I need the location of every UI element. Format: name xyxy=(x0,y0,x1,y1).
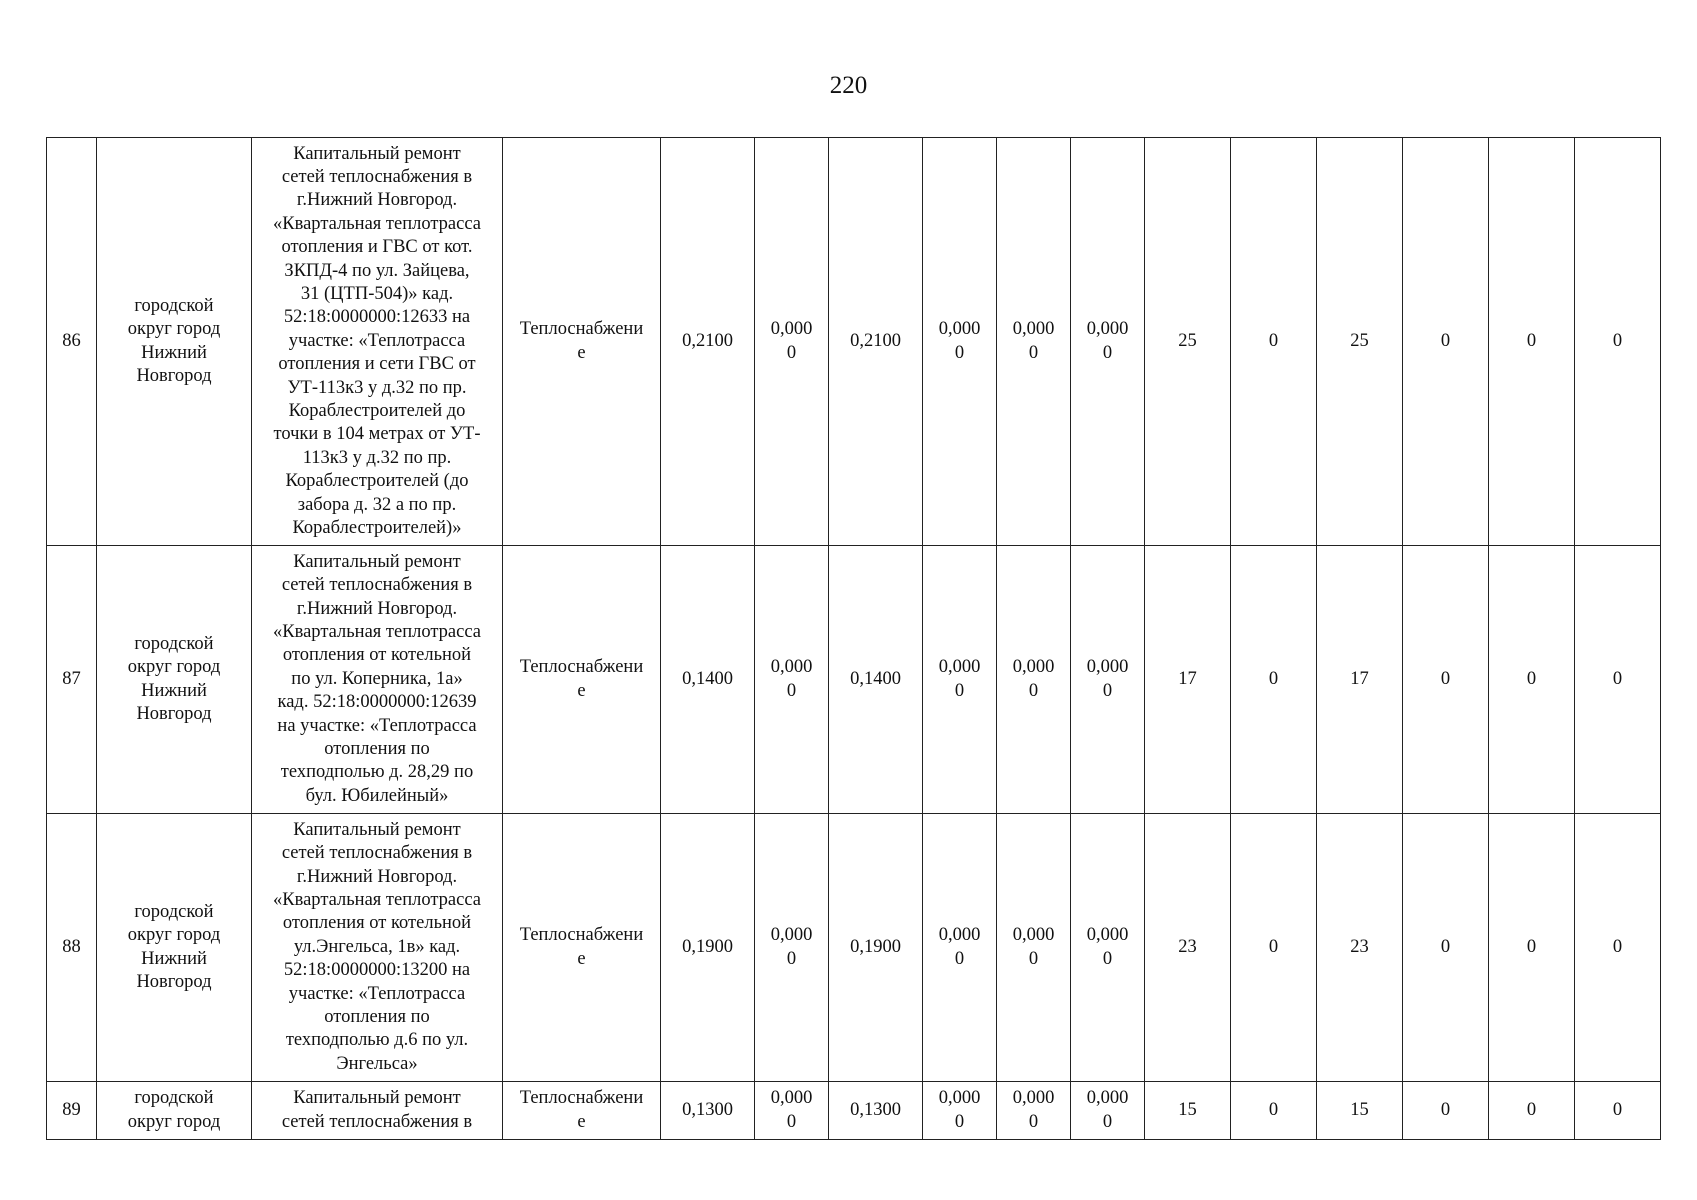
count-cell: 0 xyxy=(1489,546,1575,814)
count-cell: 0 xyxy=(1403,138,1489,546)
value-cell: 0,000 0 xyxy=(997,1082,1071,1140)
value-cell: 0,000 0 xyxy=(755,814,829,1082)
value-cell: 0,2100 xyxy=(661,138,755,546)
value-cell: 0,1300 xyxy=(661,1082,755,1140)
municipality-cell: городской округ город xyxy=(97,1082,252,1140)
count-cell: 0 xyxy=(1403,546,1489,814)
value-cell: 0,000 0 xyxy=(1071,546,1145,814)
count-cell: 0 xyxy=(1231,814,1317,1082)
count-cell: 0 xyxy=(1489,814,1575,1082)
description-cell: Капитальный ремонт сетей теплоснабжения в xyxy=(252,1082,503,1140)
row-number-cell: 86 xyxy=(47,138,97,546)
table-body xyxy=(47,138,1661,1140)
value-cell: 0,000 0 xyxy=(1071,138,1145,546)
value-cell: 0,000 0 xyxy=(923,138,997,546)
count-cell: 0 xyxy=(1231,546,1317,814)
investment-table xyxy=(46,137,1661,1140)
description-cell: Капитальный ремонт сетей теплоснабжения в г.Нижний Новгород. «Квартальная теплотрасса отопления и ГВС от кот. ЗКПД-4 по ул. Зайцева, 31 (ЦТП-504)» кад. 52:18:0000000:12633 на участке: «Теплотрасса отопления и сети ГВС от УТ-113к3 у д.32 по пр. Кораблестроителей до точки в 104 метрах от УТ- 113к3 у д.32 по пр. Кораблестроителей (до забора д. 32 а по пр. Кораблестроителей)» xyxy=(252,138,503,546)
description-cell: Капитальный ремонт сетей теплоснабжения в г.Нижний Новгород. «Квартальная теплотрасса отопления от котельной по ул. Коперника, 1а» кад. 52:18:0000000:12639 на участке: «Теплотрасса отопления по техподполью д. 28,29 по бул. Юбилейный» xyxy=(252,546,503,814)
count-cell: 15 xyxy=(1145,1082,1231,1140)
value-cell: 0,000 0 xyxy=(755,1082,829,1140)
value-cell: 0,000 0 xyxy=(755,138,829,546)
count-cell: 0 xyxy=(1231,1082,1317,1140)
value-cell: 0,000 0 xyxy=(997,814,1071,1082)
value-cell: 0,1900 xyxy=(661,814,755,1082)
supply-type-cell: Теплоснабжени е xyxy=(503,138,661,546)
row-number-cell: 88 xyxy=(47,814,97,1082)
table-row xyxy=(47,138,1661,546)
count-cell: 0 xyxy=(1575,546,1661,814)
table-row xyxy=(47,546,1661,814)
value-cell: 0,1300 xyxy=(829,1082,923,1140)
description-cell: Капитальный ремонт сетей теплоснабжения в г.Нижний Новгород. «Квартальная теплотрасса отопления от котельной ул.Энгельса, 1в» кад. 52:18:0000000:13200 на участке: «Теплотрасса отопления по техподполью д.6 по ул. Энгельса» xyxy=(252,814,503,1082)
count-cell: 0 xyxy=(1489,1082,1575,1140)
value-cell: 0,2100 xyxy=(829,138,923,546)
count-cell: 0 xyxy=(1403,814,1489,1082)
table-row xyxy=(47,814,1661,1082)
supply-type-cell: Теплоснабжени е xyxy=(503,1082,661,1140)
count-cell: 17 xyxy=(1145,546,1231,814)
count-cell: 17 xyxy=(1317,546,1403,814)
value-cell: 0,000 0 xyxy=(923,546,997,814)
municipality-cell: городской округ город Нижний Новгород xyxy=(97,546,252,814)
supply-type-cell: Теплоснабжени е xyxy=(503,814,661,1082)
value-cell: 0,000 0 xyxy=(923,1082,997,1140)
count-cell: 0 xyxy=(1403,1082,1489,1140)
value-cell: 0,1400 xyxy=(661,546,755,814)
count-cell: 15 xyxy=(1317,1082,1403,1140)
value-cell: 0,000 0 xyxy=(923,814,997,1082)
count-cell: 0 xyxy=(1575,138,1661,546)
count-cell: 25 xyxy=(1145,138,1231,546)
value-cell: 0,000 0 xyxy=(997,138,1071,546)
value-cell: 0,000 0 xyxy=(1071,814,1145,1082)
count-cell: 23 xyxy=(1145,814,1231,1082)
row-number-cell: 87 xyxy=(47,546,97,814)
value-cell: 0,000 0 xyxy=(997,546,1071,814)
count-cell: 0 xyxy=(1489,138,1575,546)
count-cell: 0 xyxy=(1575,1082,1661,1140)
row-number-cell: 89 xyxy=(47,1082,97,1140)
supply-type-cell: Теплоснабжени е xyxy=(503,546,661,814)
value-cell: 0,000 0 xyxy=(755,546,829,814)
municipality-cell: городской округ город Нижний Новгород xyxy=(97,138,252,546)
value-cell: 0,1400 xyxy=(829,546,923,814)
value-cell: 0,1900 xyxy=(829,814,923,1082)
count-cell: 25 xyxy=(1317,138,1403,546)
count-cell: 23 xyxy=(1317,814,1403,1082)
page-number: 220 xyxy=(829,72,868,99)
count-cell: 0 xyxy=(1231,138,1317,546)
table-row xyxy=(47,1082,1661,1140)
municipality-cell: городской округ город Нижний Новгород xyxy=(97,814,252,1082)
count-cell: 0 xyxy=(1575,814,1661,1082)
value-cell: 0,000 0 xyxy=(1071,1082,1145,1140)
